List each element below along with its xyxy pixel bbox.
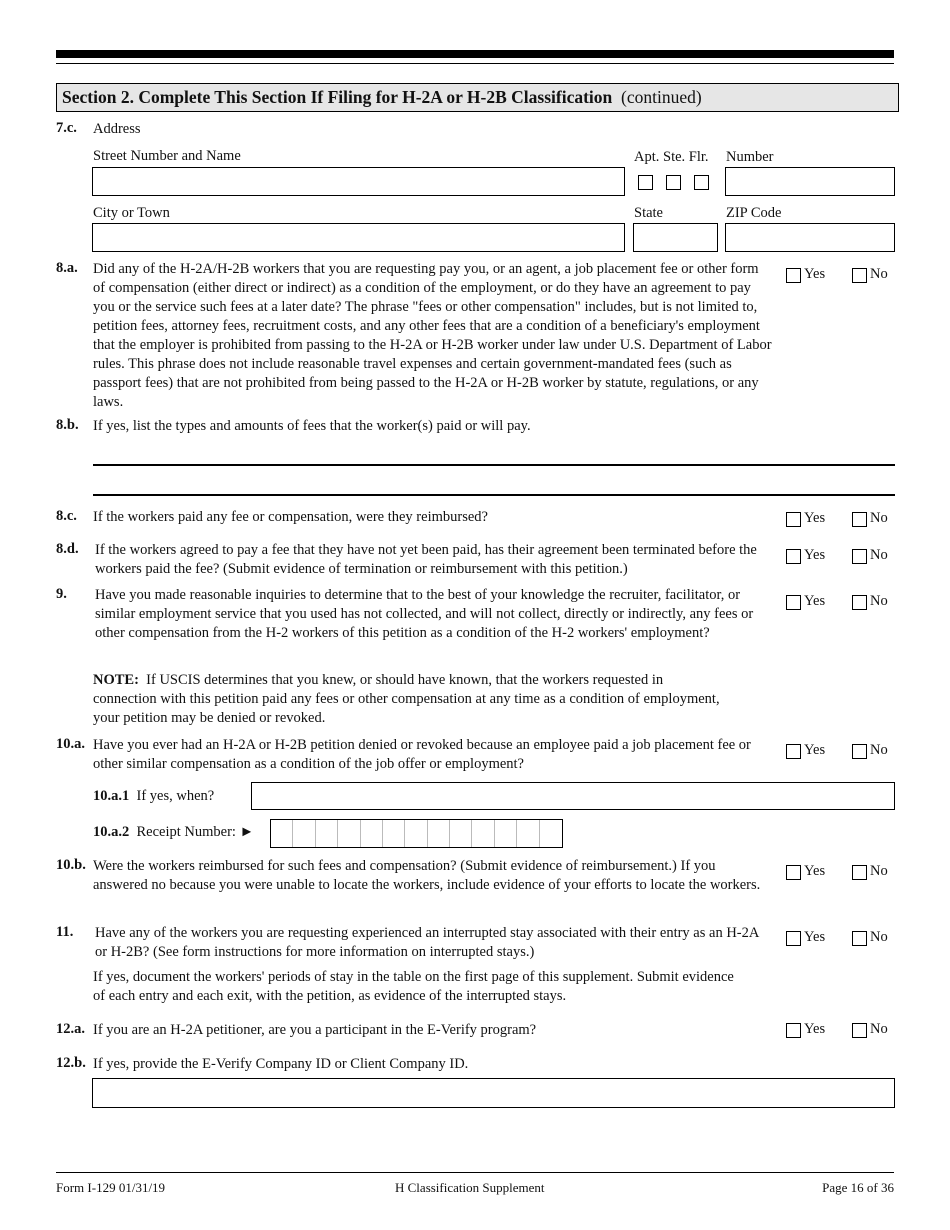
- q12b-number: 12.b.: [56, 1055, 86, 1071]
- apt-number-input[interactable]: [725, 167, 895, 196]
- q12a-no-checkbox[interactable]: [852, 1023, 867, 1038]
- everify-id-input[interactable]: [92, 1078, 895, 1108]
- street-input[interactable]: [92, 167, 625, 196]
- q8d-yes-checkbox[interactable]: [786, 549, 801, 564]
- q8a-no-label: No: [870, 266, 888, 282]
- q10a1-number: 10.a.1: [93, 788, 130, 804]
- flr-checkbox[interactable]: [694, 175, 709, 190]
- zip-input[interactable]: [725, 223, 895, 252]
- q12a-yes-label: Yes: [804, 1021, 826, 1037]
- q11-yes-label: Yes: [804, 929, 826, 945]
- q8b-answer-line-2[interactable]: [93, 494, 895, 496]
- footer-form-id: Form I-129 01/31/19: [56, 1180, 166, 1195]
- q9-no-label: No: [870, 593, 888, 609]
- q8a-no-checkbox[interactable]: [852, 268, 867, 283]
- ste-checkbox[interactable]: [666, 175, 681, 190]
- receipt-cell-divider: [404, 820, 405, 847]
- q11-no-checkbox[interactable]: [852, 931, 867, 946]
- q10a-no-checkbox[interactable]: [852, 744, 867, 759]
- q9-note: [93, 671, 723, 728]
- receipt-cell-divider: [382, 820, 383, 847]
- q10a-no-label: No: [870, 742, 888, 758]
- q11-no-label: No: [870, 929, 888, 945]
- receipt-cell-divider: [494, 820, 495, 847]
- q12b-text: If yes, provide the E-Verify Company ID or Client Company ID.: [93, 1056, 469, 1072]
- q10b-no-checkbox[interactable]: [852, 865, 867, 880]
- q12a-text: If you are an H-2A petitioner, are you a participant in the E-Verify program?: [93, 1022, 537, 1038]
- apt-checkbox[interactable]: [638, 175, 653, 190]
- q8b-text: If yes, list the types and amounts of fees that the worker(s) paid or will pay.: [93, 418, 531, 434]
- q8a-yes-checkbox[interactable]: [786, 268, 801, 283]
- receipt-cell-divider: [427, 820, 428, 847]
- q10b-number: 10.b.: [56, 857, 86, 873]
- q10a-text: Have you ever had an H-2A or H-2B petition denied or revoked because an employee paid a job placement fee or other similar compensation as a condition of the job offer or employment?: [93, 737, 751, 772]
- section-header: [56, 83, 899, 112]
- section-title: Section 2. Complete This Section If Filing for H-2A or H-2B Classification: [62, 87, 613, 107]
- q8c-number: 8.c.: [56, 508, 77, 524]
- q9-note-text: If USCIS determines that you knew, or should have known, that the workers requested in connection with this petition paid any fees or other compensation at any time as a condition of employment, your petition may be denied or revoked.: [93, 672, 720, 726]
- receipt-cell-divider: [471, 820, 472, 847]
- number-label: Number: [726, 149, 774, 165]
- top-rule-thick: [56, 50, 894, 58]
- q8c-no-label: No: [870, 510, 888, 526]
- q10b-text: Were the workers reimbursed for such fees and compensation? (Submit evidence of reimbursement.) If you answered no because you were unable to locate the workers, include evidence of your efforts to locate the workers.: [93, 858, 761, 893]
- q9-note-label: NOTE:: [93, 672, 139, 688]
- q10a-yes-label: Yes: [804, 742, 826, 758]
- q11-number: 11.: [56, 924, 74, 940]
- top-rule-thin: [56, 63, 894, 64]
- q8a-text: Did any of the H-2A/H-2B workers that you are requesting pay you, or an agent, a job placement fee or other form of compensation (either direct or indirect) as a condition of the employment, or do they have an agreement to pay you or the service such fees at a later date? The phrase "fees or other compensation" includes, but is not limited to, petition fees, attorney fees, recruitment costs, and any other fees that are a condition of a beneficiary's employment that the employer is prohibited from passing to the H-2A or H-2B worker under law under U.S. Department of Labor rules. This phrase does not include reasonable travel expenses and certain government-mandated fees (such as passport fees) that are not prohibited from being passed to the H-2A or H-2B worker by statute, regulations, or any laws.: [93, 261, 772, 410]
- q9-no-checkbox[interactable]: [852, 595, 867, 610]
- receipt-number-input[interactable]: [270, 819, 563, 848]
- q8d-yes-label: Yes: [804, 547, 826, 563]
- section-continued: (continued): [621, 87, 702, 107]
- state-label: State: [634, 205, 663, 221]
- footer-title: H Classification Supplement: [395, 1180, 545, 1195]
- q12a-number: 12.a.: [56, 1021, 85, 1037]
- q8c-text: If the workers paid any fee or compensation, were they reimbursed?: [93, 509, 488, 525]
- q11-followup: If yes, document the workers' periods of stay in the table on the first page of this supplement. Submit evidence of each entry and each exit, with the petition, as evidence of the interrupted stays.: [93, 969, 734, 1004]
- q9-text: Have you made reasonable inquiries to determine that to the best of your knowledge the recruiter, facilitator, or similar employment service that you used has not collected, and will not collect, directly or indirectly, any fees or other compensation from the H-2 workers of this petition as a condition of the H-2 workers' employment?: [95, 587, 754, 641]
- receipt-cell-divider: [292, 820, 293, 847]
- q8b-answer-line-1[interactable]: [93, 464, 895, 466]
- q10b-no-label: No: [870, 863, 888, 879]
- q10a-yes-checkbox[interactable]: [786, 744, 801, 759]
- q8c-yes-checkbox[interactable]: [786, 512, 801, 527]
- q10b-yes-label: Yes: [804, 863, 826, 879]
- q11-text: Have any of the workers you are requesting experienced an interrupted stay associated with their entry as an H-2A or H-2B? (See form instructions for more information on interrupted stays.): [95, 925, 759, 960]
- apt-label: Apt. Ste. Flr.: [634, 149, 709, 165]
- q8a-yes-label: Yes: [804, 266, 826, 282]
- q12a-no-label: No: [870, 1021, 888, 1037]
- q12a-yes-checkbox[interactable]: [786, 1023, 801, 1038]
- city-label: City or Town: [93, 205, 170, 221]
- street-label: Street Number and Name: [93, 148, 241, 164]
- q8d-no-label: No: [870, 547, 888, 563]
- q10a2-label: [93, 823, 254, 842]
- receipt-cell-divider: [315, 820, 316, 847]
- q8d-number: 8.d.: [56, 541, 79, 557]
- receipt-cell-divider: [539, 820, 540, 847]
- q10a-number: 10.a.: [56, 736, 85, 752]
- footer-page-number: Page 16 of 36: [822, 1180, 894, 1195]
- receipt-cell-divider: [337, 820, 338, 847]
- q8d-no-checkbox[interactable]: [852, 549, 867, 564]
- receipt-cell-divider: [449, 820, 450, 847]
- q7c-label: Address: [93, 121, 141, 137]
- q8b-number: 8.b.: [56, 417, 79, 433]
- receipt-cell-divider: [516, 820, 517, 847]
- q10a1-date-input[interactable]: [251, 782, 895, 810]
- q10b-yes-checkbox[interactable]: [786, 865, 801, 880]
- q10a1-text: If yes, when?: [136, 788, 215, 804]
- q9-yes-checkbox[interactable]: [786, 595, 801, 610]
- city-input[interactable]: [92, 223, 625, 252]
- footer-rule: [56, 1172, 894, 1173]
- receipt-cell-divider: [360, 820, 361, 847]
- q8c-no-checkbox[interactable]: [852, 512, 867, 527]
- q10a2-number: 10.a.2: [93, 824, 130, 840]
- q7c-number: 7.c.: [56, 120, 77, 136]
- q9-yes-label: Yes: [804, 593, 826, 609]
- state-select[interactable]: [633, 223, 718, 252]
- zip-label: ZIP Code: [726, 205, 782, 221]
- q8d-text: If the workers agreed to pay a fee that they have not yet been paid, has their agreement been terminated before the workers paid the fee? (Submit evidence of termination or reimbursement with this petition.): [95, 542, 757, 577]
- q10a1-label: [93, 787, 214, 806]
- q8a-number: 8.a.: [56, 260, 78, 276]
- q9-number: 9.: [56, 586, 67, 602]
- q8c-yes-label: Yes: [804, 510, 826, 526]
- q10a2-text: Receipt Number: ►: [136, 824, 254, 840]
- q11-yes-checkbox[interactable]: [786, 931, 801, 946]
